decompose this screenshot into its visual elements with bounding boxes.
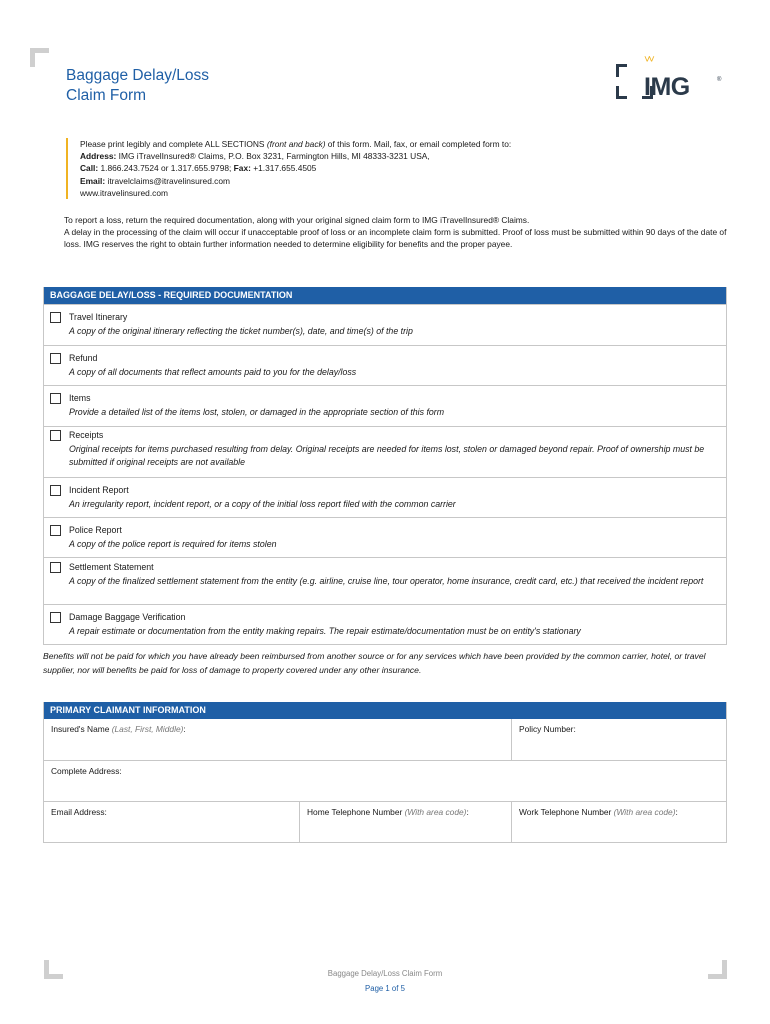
doc-item-title: Travel Itinerary — [69, 312, 128, 322]
doc-item-desc: Provide a detailed list of the items lost, stolen, or damaged in the appropriate section of this form — [69, 406, 445, 417]
benefits-notice: Benefits will not be paid for which you have already been reimbursed from another source or for any services which have been provided by the common carrier, hotel, or travel supplier, nor will benefits be paid for loss of damage to property covered under any other insurance. — [43, 651, 706, 675]
doc-item-desc: A repair estimate or documentation from the entity making repairs. The repair estimate/documentation must be on entity's stationary — [69, 625, 581, 636]
doc-item-title: Police Report — [69, 525, 122, 535]
doc-item-desc: A copy of the finalized settlement statement from the entity (e.g. airline, cruise line, tour operator, home insurance, credit card, etc.) that received the incident report — [69, 575, 704, 586]
doc-item-title: Settlement Statement — [69, 562, 154, 572]
doc-item-items — [44, 385, 726, 426]
claimant-row-2 — [44, 760, 726, 801]
intro-text — [64, 214, 734, 251]
checkbox[interactable] — [50, 485, 61, 496]
img-logo — [614, 52, 726, 104]
doc-item-incident-report — [44, 477, 726, 517]
page-number: Page 1 of 5 — [365, 984, 405, 993]
contact-website: www.itravelinsured.com — [80, 187, 168, 198]
contact-block — [66, 138, 511, 199]
intro-paragraph-1: To report a loss, return the required documentation, along with your original signed claim form to IMG iTravelInsured® Claims. — [64, 215, 530, 225]
form-title-line2: Claim Form — [66, 87, 147, 104]
doc-item-title: Refund — [69, 353, 98, 363]
documentation-header: BAGGAGE DELAY/LOSS - REQUIRED DOCUMENTATION — [44, 287, 726, 304]
doc-item-police-report — [44, 517, 726, 557]
doc-item-settlement-statement — [44, 557, 726, 604]
doc-item-receipts — [44, 426, 726, 477]
policy-number-field[interactable]: Policy Number: — [511, 719, 726, 760]
contact-address: Address: IMG iTravelInsured® Claims, P.O. Box 3231, Farmington Hills, MI 48333-3231 USA, — [80, 151, 430, 162]
home-phone-field[interactable]: Home Telephone Number (With area code): — [299, 802, 511, 842]
doc-item-desc: A copy of the original itinerary reflecting the ticket number(s), date, and time(s) of the trip — [69, 325, 413, 336]
doc-item-desc: A copy of all documents that reflect amounts paid to you for the delay/loss — [69, 366, 357, 377]
claimant-header: PRIMARY CLAIMANT INFORMATION — [44, 702, 726, 719]
contact-instructions: Please print legibly and complete ALL SECTIONS (front and back) of this form. Mail, fax, or email completed form to: — [80, 139, 512, 149]
claimant-section — [43, 702, 727, 843]
form-title-line1: Baggage Delay/Loss — [66, 67, 210, 84]
form-title — [66, 66, 209, 106]
insured-name-field[interactable]: Insured's Name (Last, First, Middle): — [51, 724, 186, 734]
checkbox[interactable] — [50, 353, 61, 364]
documentation-section — [43, 287, 727, 645]
complete-address-field[interactable]: Complete Address: — [51, 766, 122, 776]
checkbox[interactable] — [50, 430, 61, 441]
doc-item-damage-baggage-verification — [44, 604, 726, 644]
doc-item-title: Damage Baggage Verification — [69, 612, 186, 622]
doc-item-title: Incident Report — [69, 485, 129, 495]
claimant-row-1 — [44, 719, 726, 760]
contact-phone-fax: Call: 1.866.243.7524 or 1.317.655.9798; Fax: +1.317.655.4505 — [80, 163, 317, 174]
intro-paragraph-2: A delay in the processing of the claim will occur if unacceptable proof of loss or an incomplete claim form is submitted. Proof of loss must be submitted within 90 days of the date of loss. IMG reserves the right to obtain further information needed to determine eligibility for benefits and the proper payee. — [64, 227, 727, 250]
claimant-row-3 — [44, 801, 726, 842]
corner-mark-top-left — [30, 48, 49, 67]
logo-registered-mark: ® — [717, 77, 722, 83]
work-phone-field[interactable]: Work Telephone Number (With area code): — [511, 802, 726, 842]
doc-item-desc: An irregularity report, incident report, or a copy of the initial loss report filed with the common carrier — [69, 498, 456, 509]
doc-item-title: Receipts — [69, 430, 104, 440]
checkbox[interactable] — [50, 393, 61, 404]
doc-item-title: Items — [69, 393, 91, 403]
footer-title: Baggage Delay/Loss Claim Form — [327, 969, 443, 978]
checkbox[interactable] — [50, 525, 61, 536]
checkbox[interactable] — [50, 562, 61, 573]
checkbox[interactable] — [50, 312, 61, 323]
doc-item-refund — [44, 345, 726, 385]
logo-bracket-icon — [616, 86, 627, 99]
doc-item-desc: Original receipts for items purchased resulting from delay. Original receipts are needed for items lost, stolen or damaged beyond repair. Proof of ownership must be submitted if original receipts are not available — [69, 443, 705, 467]
email-address-field[interactable]: Email Address: — [51, 807, 107, 817]
contact-email: Email: itravelclaims@itravelinsured.com — [80, 175, 230, 186]
checkbox[interactable] — [50, 612, 61, 623]
doc-item-travel-itinerary — [44, 304, 726, 345]
logo-chevron-icon: ˅˅ — [644, 54, 653, 66]
logo-text: IMG — [644, 73, 690, 101]
doc-item-desc: A copy of the police report is required for items stolen — [69, 538, 277, 549]
logo-bracket-icon — [616, 64, 627, 77]
